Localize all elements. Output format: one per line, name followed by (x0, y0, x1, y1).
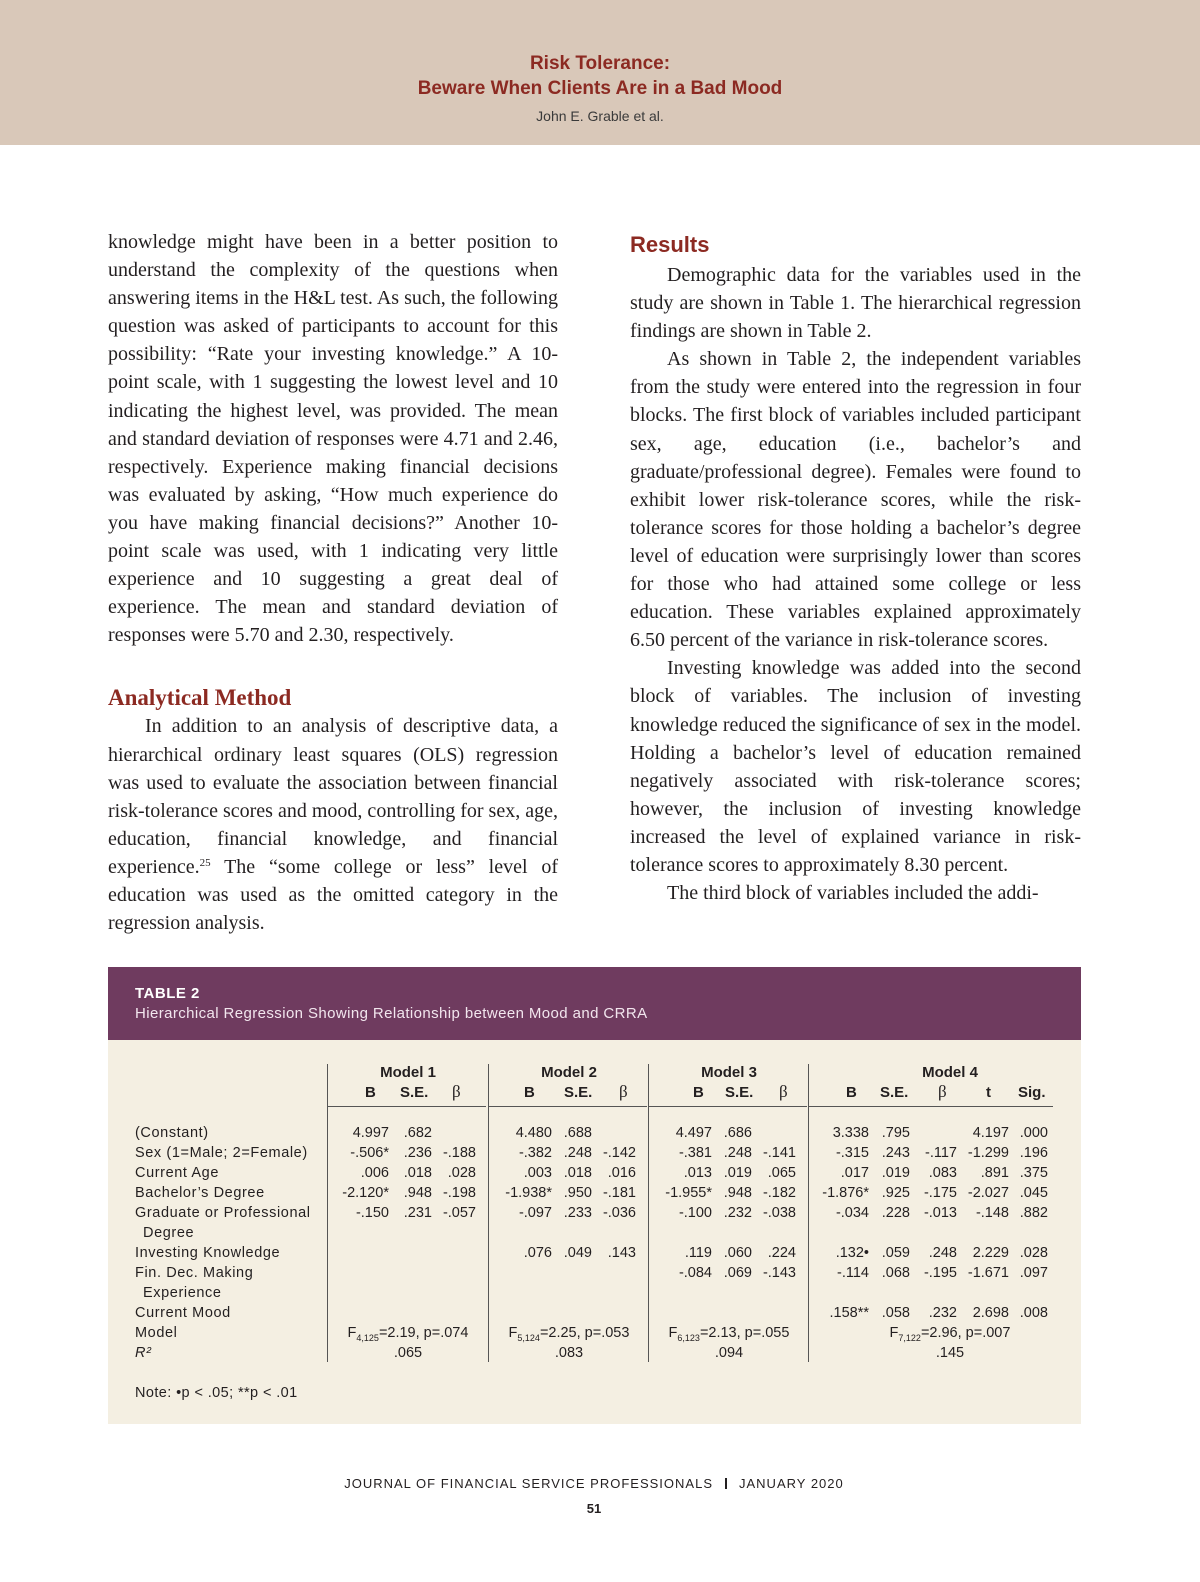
right-paragraph-1: Demographic data for the variables used in the study are shown in Table 1. The hierarchical regression findings are shown in Table 2. (630, 264, 1081, 343)
table-note: Note: •p < .05; **p < .01 (135, 1385, 298, 1401)
m4-age-sig: .375 (1019, 1165, 1048, 1181)
m1-bachelor-se: .948 (403, 1185, 432, 1201)
m3-findec-beta: -.143 (762, 1265, 796, 1281)
table-divider (648, 1064, 649, 1362)
m4-grad-b: -.034 (835, 1205, 869, 1221)
m2-invest-se: .049 (563, 1245, 592, 1261)
row-label-bachelor: Bachelor’s Degree (135, 1185, 265, 1201)
journal-name: JOURNAL OF FINANCIAL SERVICE PROFESSIONALS (344, 1476, 713, 1491)
row-label-findec-cont: Experience (143, 1285, 222, 1301)
row-label-grad-cont: Degree (143, 1225, 195, 1241)
m2-grad-beta: -.036 (602, 1205, 636, 1221)
m4-f-letter: F (889, 1325, 899, 1341)
m2-bachelor-se: .950 (563, 1185, 592, 1201)
m4-sex-beta: -.117 (925, 1145, 957, 1161)
m3-invest-b: .119 (684, 1245, 712, 1261)
m3-col-beta: β (779, 1082, 788, 1101)
m3-f-df: 6,123 (677, 1332, 700, 1343)
m1-bachelor-beta: -.198 (442, 1185, 476, 1201)
table-header-bar (108, 967, 1081, 1040)
m4-invest-b: .132• (835, 1245, 869, 1261)
m2-f-df: 5,124 (517, 1332, 540, 1343)
m1-f-value: =2.19, p=.074 (378, 1325, 469, 1341)
m2-age-b: .003 (523, 1165, 552, 1181)
model-4-header: Model 4 (922, 1064, 978, 1081)
m4-findec-sig: .097 (1019, 1265, 1048, 1281)
m1-sex-b: -.506* (350, 1145, 389, 1161)
m4-f-value: =2.96, p=.007 (920, 1325, 1011, 1341)
issue-date: JANUARY 2020 (739, 1476, 844, 1491)
m2-invest-beta: .143 (607, 1245, 636, 1261)
m1-col-beta: β (452, 1082, 461, 1101)
m4-mood-b: .158** (829, 1305, 869, 1321)
model-3-header: Model 3 (701, 1064, 757, 1081)
footer-journal (0, 1476, 1188, 1491)
m3-f-letter: F (668, 1325, 678, 1341)
m1-constant-b: 4.997 (352, 1125, 389, 1141)
m4-sex-sig: .196 (1019, 1145, 1048, 1161)
m4-findec-se: .068 (881, 1265, 910, 1281)
right-paragraph-3: Investing knowledge was added into the second block of variables. The inclusion of investing knowledge reduced the significance of sex in the model. Holding a bachelor’s level of education remained negatively associated with risk-tolerance scores; however, the inclusion of investing knowledge increased the level of explained variance in risk-tolerance scores to approximately 8.30 percent. (630, 657, 1081, 876)
m2-invest-b: .076 (523, 1245, 552, 1261)
m4-model-f (820, 1325, 1080, 1343)
m2-r2: .083 (554, 1345, 584, 1361)
m3-sex-se: .248 (723, 1145, 752, 1161)
m4-constant-se: .795 (881, 1125, 910, 1141)
footnote-ref: 25 (199, 856, 211, 869)
m2-sex-se: .248 (563, 1145, 592, 1161)
m2-age-beta: .016 (607, 1165, 636, 1181)
m3-bachelor-beta: -.182 (762, 1185, 796, 1201)
m4-findec-t: -1.671 (967, 1265, 1009, 1281)
m1-f-letter: F (347, 1325, 357, 1341)
m3-invest-se: .060 (723, 1245, 752, 1261)
m1-age-b: .006 (360, 1165, 389, 1181)
m4-sex-t: -1.299 (967, 1145, 1009, 1161)
m4-sex-b: -.315 (835, 1145, 869, 1161)
m4-invest-beta: .248 (928, 1245, 957, 1261)
m3-f-value: =2.13, p=.055 (699, 1325, 790, 1341)
left-paragraph-2 (108, 712, 558, 937)
m4-constant-sig: .000 (1019, 1125, 1048, 1141)
m4-invest-se: .059 (881, 1245, 910, 1261)
heading-analytical-method: Analytical Method (108, 685, 292, 711)
m3-constant-se: .686 (723, 1125, 752, 1141)
right-paragraph-2: As shown in Table 2, the independent variables from the study were entered into the regression in four blocks. The first block of variables included participant sex, age, education (i.e., bachelor’s and graduate/professional degree). Females were found to exhibit lower risk-tolerance scores, while the risk-tolerance scores for those holding a bachelor’s degree level of education were surprisingly lower than scores for those who had attained some college or less education. These variables explained approximately 6.50 percent of the variance in risk-tolerance scores. (630, 348, 1081, 652)
m3-sex-beta: -.141 (762, 1145, 796, 1161)
m4-mood-t: 2.698 (972, 1305, 1009, 1321)
m4-age-t: .891 (980, 1165, 1009, 1181)
m1-col-b: B (365, 1084, 376, 1101)
m4-constant-t: 4.197 (972, 1125, 1009, 1141)
row-label-r2: R² (135, 1345, 152, 1361)
m4-mood-beta: .232 (928, 1305, 957, 1321)
m1-f-df: 4,125 (356, 1332, 379, 1343)
m2-f-letter: F (508, 1325, 518, 1341)
row-label-findec: Fin. Dec. Making (135, 1265, 254, 1281)
m2-constant-se: .688 (563, 1125, 592, 1141)
row-label-invest: Investing Knowledge (135, 1245, 281, 1261)
m2-sex-beta: -.142 (602, 1145, 636, 1161)
article-title-line1: Risk Tolerance: (529, 53, 671, 74)
left-paragraph-2-text: In addition to an analysis of descriptive data, a hierarchical ordinary least squares (OLS) regression was used to evaluate the association between financial risk-tolerance scores and mood, controlling for sex, age, education, financial knowledge, and financial experience. (108, 715, 558, 878)
row-label-sex: Sex (1=Male; 2=Female) (135, 1145, 308, 1161)
m1-grad-se: .231 (403, 1205, 432, 1221)
m3-invest-beta: .224 (767, 1245, 796, 1261)
model-2-header: Model 2 (541, 1064, 597, 1081)
heading-results: Results (630, 232, 710, 257)
m4-bachelor-se: .925 (881, 1185, 910, 1201)
table-divider (488, 1064, 489, 1362)
m4-age-se: .019 (881, 1165, 910, 1181)
m1-grad-b: -.150 (355, 1205, 389, 1221)
m4-age-beta: .083 (928, 1165, 957, 1181)
row-label-grad: Graduate or Professional (135, 1205, 311, 1221)
m3-model-f (649, 1325, 809, 1343)
m1-grad-beta: -.057 (442, 1205, 476, 1221)
m4-findec-b: -.114 (837, 1265, 869, 1281)
m3-constant-b: 4.497 (675, 1125, 712, 1141)
m4-col-se: S.E. (880, 1084, 909, 1101)
m4-col-t: t (986, 1084, 991, 1101)
m2-f-value: =2.25, p=.053 (539, 1325, 630, 1341)
left-column (108, 228, 558, 937)
m3-age-b: .013 (683, 1165, 712, 1181)
m1-age-se: .018 (403, 1165, 432, 1181)
m2-col-b: B (524, 1084, 535, 1101)
m3-grad-beta: -.038 (762, 1205, 796, 1221)
m4-col-b: B (846, 1084, 857, 1101)
article-title-line2: Beware When Clients Are in a Bad Mood (417, 78, 783, 99)
right-paragraph-4: The third block of variables included the addi- (667, 882, 1039, 905)
page-number: 51 (586, 1501, 602, 1516)
m1-bachelor-b: -2.120* (342, 1185, 389, 1201)
m1-sex-beta: -.188 (442, 1145, 476, 1161)
m4-grad-sig: .882 (1019, 1205, 1048, 1221)
m2-bachelor-b: -1.938* (505, 1185, 552, 1201)
left-paragraph-2-end: The “some college or less” level of education was used as the omitted category in the regression analysis. (108, 855, 558, 935)
row-label-mood: Current Mood (135, 1305, 231, 1321)
m3-r2: .094 (714, 1345, 744, 1361)
m4-invest-sig: .028 (1019, 1245, 1048, 1261)
right-column (630, 230, 1081, 907)
table-caption: Hierarchical Regression Showing Relationship between Mood and CRRA (135, 1005, 648, 1022)
m2-col-beta: β (619, 1082, 628, 1101)
m1-sex-se: .236 (403, 1145, 432, 1161)
m2-grad-se: .233 (563, 1205, 592, 1221)
m3-findec-se: .069 (723, 1265, 752, 1281)
m2-model-f (489, 1325, 649, 1343)
m4-grad-t: -.148 (975, 1205, 1009, 1221)
m3-age-se: .019 (723, 1165, 752, 1181)
m4-invest-t: 2.229 (972, 1245, 1009, 1261)
m4-bachelor-sig: .045 (1019, 1185, 1048, 1201)
m1-col-se: S.E. (400, 1084, 429, 1101)
table-rule (328, 1106, 486, 1107)
m2-grad-b: -.097 (518, 1205, 552, 1221)
m2-age-se: .018 (563, 1165, 592, 1181)
m1-model-f (328, 1325, 488, 1343)
m4-f-df: 7,122 (898, 1332, 921, 1343)
m2-sex-b: -.382 (518, 1145, 552, 1161)
table-divider (808, 1064, 809, 1362)
m3-sex-b: -.381 (678, 1145, 712, 1161)
m4-findec-beta: -.195 (923, 1265, 957, 1281)
m4-col-beta: β (938, 1082, 947, 1101)
row-label-model: Model (135, 1325, 178, 1341)
m3-grad-b: -.100 (678, 1205, 712, 1221)
m4-sex-se: .243 (881, 1145, 910, 1161)
m4-mood-sig: .008 (1019, 1305, 1048, 1321)
row-label-age: Current Age (135, 1165, 219, 1181)
m3-grad-se: .232 (723, 1205, 752, 1221)
m3-col-se: S.E. (725, 1084, 754, 1101)
m1-r2: .065 (393, 1345, 423, 1361)
article-authors: John E. Grable et al. (536, 108, 664, 124)
m4-constant-b: 3.338 (832, 1125, 869, 1141)
m4-grad-beta: -.013 (923, 1205, 957, 1221)
table-label: TABLE 2 (135, 985, 200, 1002)
m3-bachelor-b: -1.955* (665, 1185, 712, 1201)
m1-constant-se: .682 (403, 1125, 432, 1141)
left-paragraph-1: knowledge might have been in a better position to understand the complexity of the questions when answering items in the H&L test. As such, the following question was asked of participants to account for this possibility: “Rate your investing knowledge.” A 10-point scale, with 1 suggesting the lowest level and 10 indicating the highest level, was provided. The mean and standard deviation of responses were 4.71 and 2.46, respectively. Experience making financial decisions was evaluated by asking, “How much experience do you have making financial decisions?” Another 10-point scale was used, with 1 indicating very little experience and 10 suggesting a great deal of experience. The mean and standard deviation of responses were 5.70 and 2.30, respectively. (108, 231, 558, 647)
table-rule (489, 1106, 647, 1107)
row-label-constant: (Constant) (135, 1125, 209, 1141)
table-rule (809, 1106, 1053, 1107)
table-divider (327, 1064, 328, 1362)
m4-mood-se: .058 (881, 1305, 910, 1321)
m2-constant-b: 4.480 (515, 1125, 552, 1141)
m4-bachelor-beta: -.175 (923, 1185, 957, 1201)
m3-findec-b: -.084 (678, 1265, 712, 1281)
model-1-header: Model 1 (380, 1064, 436, 1081)
footer-separator (725, 1478, 727, 1489)
m4-col-sig: Sig. (1018, 1084, 1046, 1101)
m4-age-b: .017 (840, 1165, 869, 1181)
m1-age-beta: .028 (447, 1165, 476, 1181)
m4-bachelor-b: -1.876* (822, 1185, 869, 1201)
m3-bachelor-se: .948 (723, 1185, 752, 1201)
m2-bachelor-beta: -.181 (602, 1185, 636, 1201)
m3-col-b: B (693, 1084, 704, 1101)
m4-r2: .145 (935, 1345, 965, 1361)
m2-col-se: S.E. (564, 1084, 593, 1101)
m4-grad-se: .228 (881, 1205, 910, 1221)
m3-age-beta: .065 (767, 1165, 796, 1181)
table-rule (649, 1106, 807, 1107)
m4-bachelor-t: -2.027 (967, 1185, 1009, 1201)
